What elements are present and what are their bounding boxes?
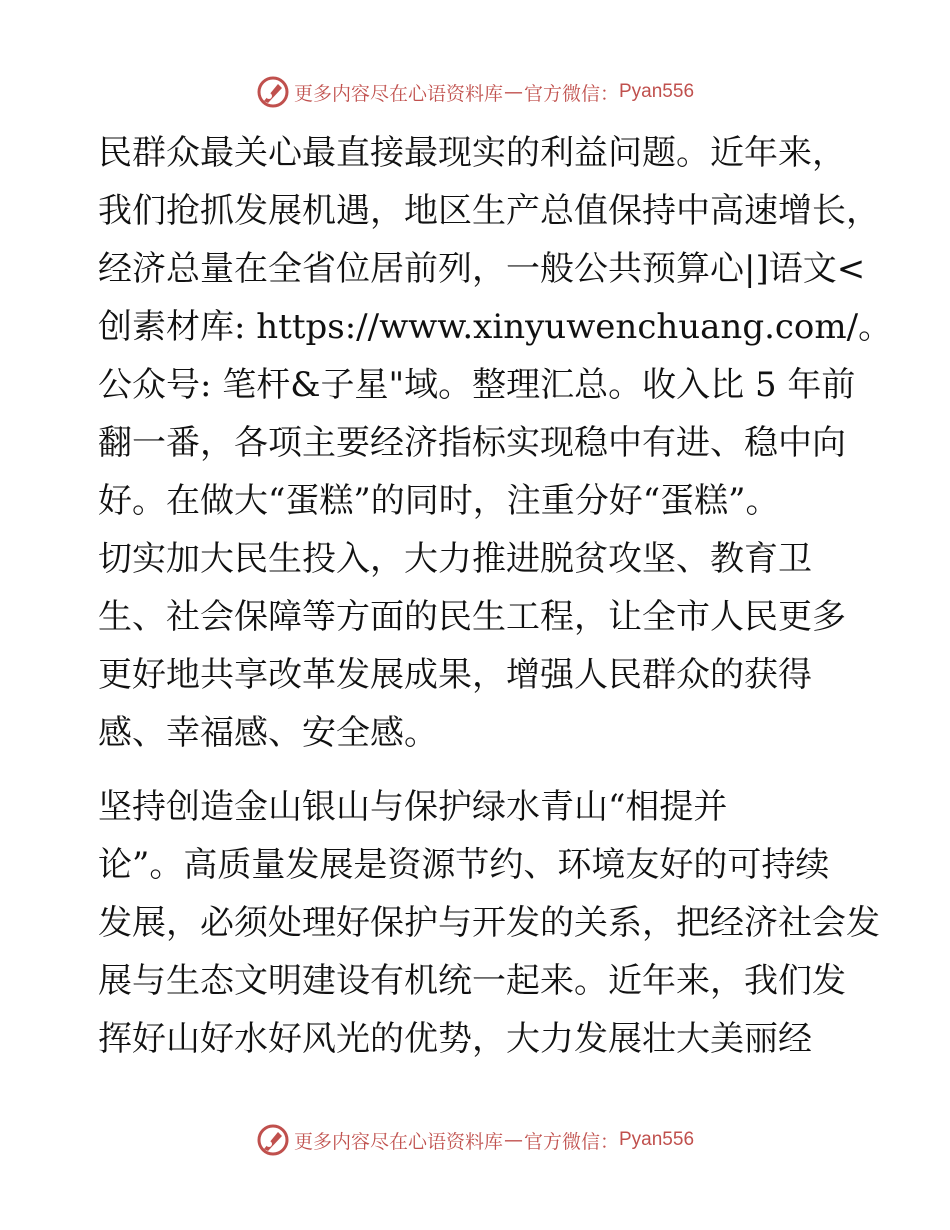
text-line: 坚持创造金山银山与保护绿水青山“相提并 bbox=[98, 787, 728, 827]
header-banner bbox=[0, 72, 950, 112]
text-line: 挥好山好水好风光的优势，大力发展壮大美丽经 bbox=[98, 1019, 812, 1059]
footer-wechat-id: Pyan556 bbox=[619, 1129, 695, 1150]
pen-logo-icon bbox=[256, 1123, 290, 1157]
pen-logo-icon bbox=[256, 75, 290, 109]
text-line: 创素材库: https://www.xinyuwenchuang.com/。 bbox=[98, 307, 893, 347]
text-line: 我们抢抓发展机遇，地区生产总值保持中高速增长， bbox=[98, 191, 880, 231]
text-line: 发展，必须处理好保护与开发的关系，把经济社会发 bbox=[98, 903, 880, 943]
paragraph-1 bbox=[98, 124, 893, 762]
text-line: 展与生态文明建设有机统一起来。近年来，我们发 bbox=[98, 961, 846, 1001]
text-line: 经济总量在全省位居前列，一般公共预算心|]语文< bbox=[98, 249, 866, 289]
footer-wechat-label: 官方微信： bbox=[523, 1130, 619, 1153]
text-line: 感、幸福感、安全感。 bbox=[98, 713, 438, 753]
header-wechat-id: Pyan556 bbox=[619, 81, 695, 102]
text-line: 公众号: 笔杆&子星"域。整理汇总。收入比 5 年前 bbox=[98, 365, 856, 405]
text-line: 切实加大民生投入，大力推进脱贫攻坚、教育卫 bbox=[98, 539, 812, 579]
footer-banner bbox=[0, 1120, 950, 1160]
text-line: 好。在做大“蛋糕”的同时，注重分好“蛋糕”。 bbox=[98, 481, 780, 521]
text-line: 论”。高质量发展是资源节约、环境友好的可持续 bbox=[98, 845, 830, 885]
paragraph-2 bbox=[98, 778, 880, 1068]
header-title: 更多内容尽在心语资料库 bbox=[293, 82, 503, 105]
footer-separator: — bbox=[503, 1129, 523, 1151]
text-line: 民群众最关心最直接最现实的利益问题。近年来， bbox=[98, 133, 846, 173]
text-line: 更好地共享改革发展成果，增强人民群众的获得 bbox=[98, 655, 812, 695]
text-line: 翻一番，各项主要经济指标实现稳中有进、稳中向 bbox=[98, 423, 846, 463]
paragraph-gap bbox=[98, 762, 858, 778]
document-body bbox=[98, 124, 893, 1068]
header-wechat-label: 官方微信： bbox=[523, 82, 619, 105]
footer-title: 更多内容尽在心语资料库 bbox=[293, 1130, 503, 1153]
text-line: 生、社会保障等方面的民生工程，让全市人民更多 bbox=[98, 597, 846, 637]
header-separator: — bbox=[503, 81, 523, 103]
